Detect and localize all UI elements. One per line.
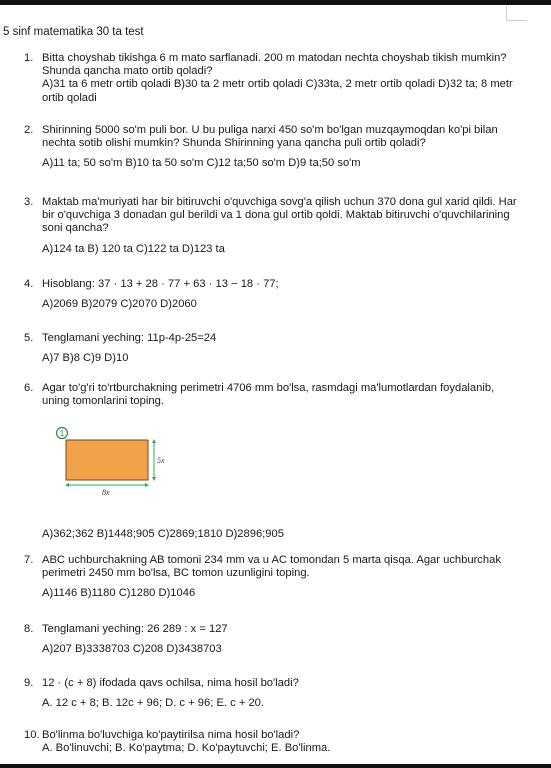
question-3 <box>24 196 524 256</box>
diagram-badge: 1 <box>59 429 65 438</box>
question-text: Hisoblang: 37 · 13 + 28 · 77 + 63 · 13 − 18 · 77; <box>42 278 279 290</box>
answer-options: A)1146 B)1180 C)1280 D)1046 <box>42 587 196 600</box>
question-number: 1. <box>24 52 34 64</box>
question-text: Agar to'g'ri to'rtburchakning perimetri 4706 mm bo'lsa, rasmdagi ma'lumotlardan foydalanib, uning tomonlarini toping. <box>42 382 495 408</box>
page-corner <box>506 6 527 21</box>
question-number: 6. <box>24 382 34 394</box>
question-number: 3. <box>24 196 34 208</box>
answer-options: A)207 B)3338703 C)208 D)3438703 <box>42 643 222 656</box>
question-2 <box>24 124 524 171</box>
question-number: 2. <box>24 124 34 136</box>
question-number: 8. <box>24 623 34 635</box>
question-number: 5. <box>24 332 34 344</box>
question-5 <box>24 332 524 365</box>
answer-options: A)124 ta B) 120 ta C)122 ta D)123 ta <box>42 242 225 255</box>
bottom-border <box>0 764 551 768</box>
question-10 <box>24 729 524 755</box>
question-number: 10. <box>24 729 40 741</box>
question-text: Bitta choyshab tikishga 6 m mato sarflanadi. 200 m matodan nechta choyshab tikish mumkin? Shunda qancha mato ortib qoladi? <box>42 52 507 78</box>
question-text: 12 · (c + 8) ifodada qavs ochilsa, nima hosil bo'ladi? <box>42 677 299 689</box>
answer-options: A. 12 c + 8; B. 12c + 96; D. c + 96; E. c + 20. <box>42 697 265 710</box>
answer-options: A)362;362 B)1448;905 C)2869;1810 D)2896;905 <box>42 528 284 540</box>
question-text: Maktab ma'muriyati har bir bitiruvchi o'quvchiga sovg'a qilish uchun 370 dona gul xarid qildi. Har bir o'quvchiga 3 donadan gul berildi va 1 dona gul ortib qoldi. Maktab bitiruvchi o'quvchilarining soni qancha? <box>42 196 517 235</box>
question-number: 9. <box>24 677 34 689</box>
question-number: 4. <box>24 278 34 290</box>
question-text: Tenglamani yeching: 26 289 : x = 127 <box>42 623 228 635</box>
answer-options: A)11 ta; 50 so'm B)10 ta 50 so'm C)12 ta;50 so'm D)9 ta;50 so'm <box>42 157 361 170</box>
question-4 <box>24 278 524 311</box>
question-number: 7. <box>24 554 34 566</box>
question-text: Shirinning 5000 so'm puli bor. U bu puliga narxi 450 so'm bo'lgan muzqaymoqdan ko'pi bilan nechta sotib olishi mumkin? Shunda Shirinning yana qancha puli ortib qoladi? <box>42 124 498 150</box>
answer-options: A)31 ta 6 metr ortib qoladi B)30 ta 2 metr ortib qoladi C)33ta, 2 metr ortib qoladi D)32 ta; 8 metr ortib qoladi <box>42 78 513 104</box>
answer-options: A)2069 B)2079 C)2070 D)2060 <box>42 298 197 311</box>
height-label: 5x <box>157 456 165 465</box>
question-text: ABC uchburchakning AB tomoni 234 mm va u AC tomondan 5 marta qisqa. Agar uchburchak perimetri 2450 mm bo'lsa, BC tomon uzunligini toping. <box>42 554 501 580</box>
rectangle-shape <box>66 440 148 480</box>
width-label: 8x <box>102 488 110 497</box>
answer-options: A. Bo'linuvchi; B. Ko'paytma; D. Ko'paytuvchi; E. Bo'linma. <box>42 742 331 755</box>
question-text: Tenglamani yeching: 11p-4p-25=24 <box>42 332 217 344</box>
question-1 <box>24 52 524 105</box>
answer-options: A)7 B)8 C)9 D)10 <box>42 352 129 365</box>
question-7 <box>24 554 524 601</box>
question-6 <box>24 382 524 408</box>
question-text: Bo'linma bo'luvchiga ko'paytirilsa nima hosil bo'ladi? <box>42 729 300 741</box>
top-border <box>0 0 551 5</box>
question-9 <box>24 677 524 710</box>
page-title: 5 sinf matematika 30 ta test <box>3 26 144 38</box>
question-8 <box>24 623 524 656</box>
rectangle-diagram <box>56 427 186 499</box>
